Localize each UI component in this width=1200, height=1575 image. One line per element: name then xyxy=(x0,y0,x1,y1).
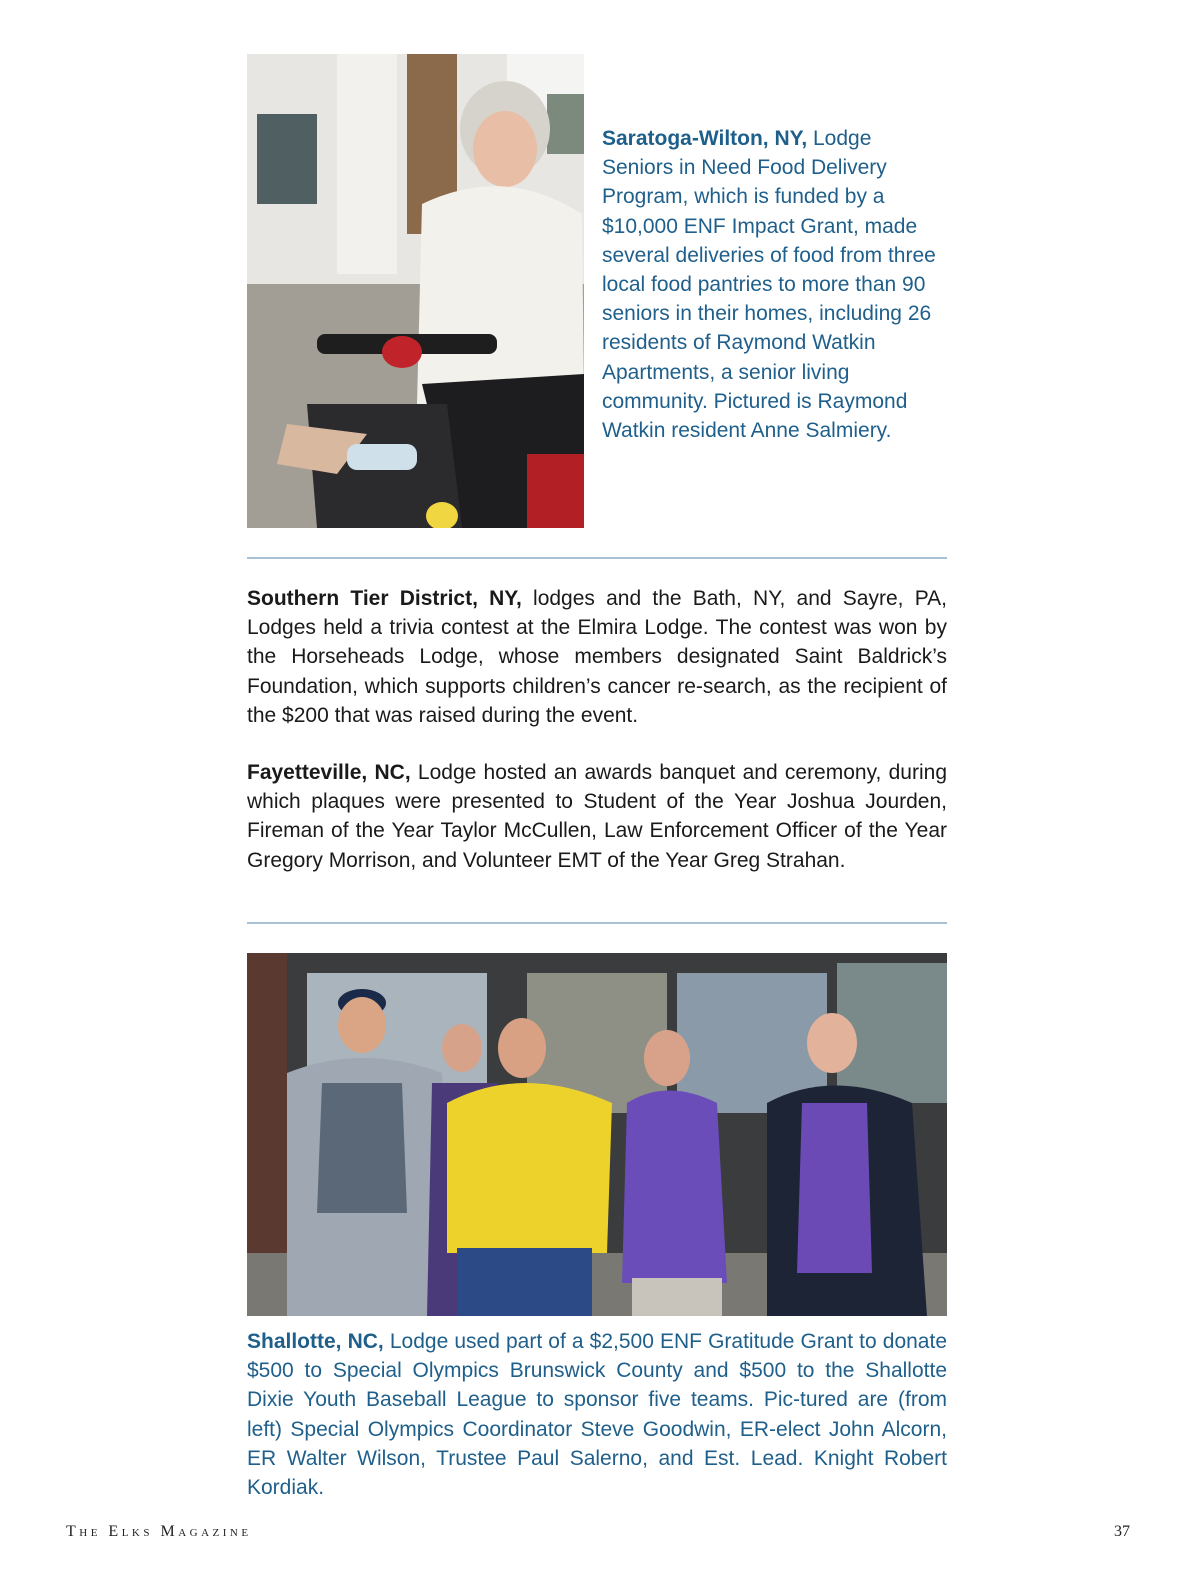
page-number: 37 xyxy=(1114,1523,1130,1540)
fayetteville-body: Lodge hosted an awards banquet and ceremony, during which plaques were presented to Student of the Year Joshua Jourden, Fireman of the Year Taylor McCullen, Law Enforcement Officer of the Year Gregory Morrison, and Volunteer EMT of the Year Greg Strahan. xyxy=(247,761,947,872)
fayetteville-lead: Fayetteville, NC, xyxy=(247,761,411,784)
shallotte-caption xyxy=(247,1327,947,1502)
divider-top xyxy=(247,557,947,559)
saratoga-body: Lodge Seniors in Need Food Delivery Program, which is funded by a $10,000 ENF Impact Grant, made several deliveries of food from three local food pantries to more than 90 seniors in their homes, including 26 residents of Raymond Watkin Apartments, a senior living community. Pictured is Raymond Watkin resident Anne Salmiery. xyxy=(602,127,936,443)
saratoga-lead: Saratoga-Wilton, NY, xyxy=(602,127,808,150)
southern-tier-lead: Southern Tier District, NY, xyxy=(247,587,522,610)
shallotte-lead: Shallotte, NC, xyxy=(247,1330,384,1353)
southern-tier-paragraph xyxy=(247,584,947,730)
divider-middle xyxy=(247,922,947,924)
magazine-name: The Elks Magazine xyxy=(66,1523,252,1540)
saratoga-caption xyxy=(602,124,947,445)
southern-tier-body: lodges and the Bath, NY, and Sayre, PA, Lodges held a trivia contest at the Elmira Lodge. The contest was won by the Horseheads Lodge, whose members designated Saint Baldrick’s Foundation, which supports children’s cancer re-search, as the recipient of the $200 that was raised during the event. xyxy=(247,587,947,727)
photo-shallotte-group xyxy=(247,953,947,1316)
photo-senior-on-scooter xyxy=(247,54,584,528)
shallotte-body: Lodge used part of a $2,500 ENF Gratitude Grant to donate $500 to Special Olympics Brunswick County and $500 to the Shallotte Dixie Youth Baseball League to sponsor five teams. Pic-tured are (from left) Special Olympics Coordinator Steve Goodwin, ER-elect John Alcorn, ER Walter Wilson, Trustee Paul Salerno, and Est. Lead. Knight Robert Kordiak. xyxy=(247,1330,947,1500)
fayetteville-paragraph xyxy=(247,758,947,875)
